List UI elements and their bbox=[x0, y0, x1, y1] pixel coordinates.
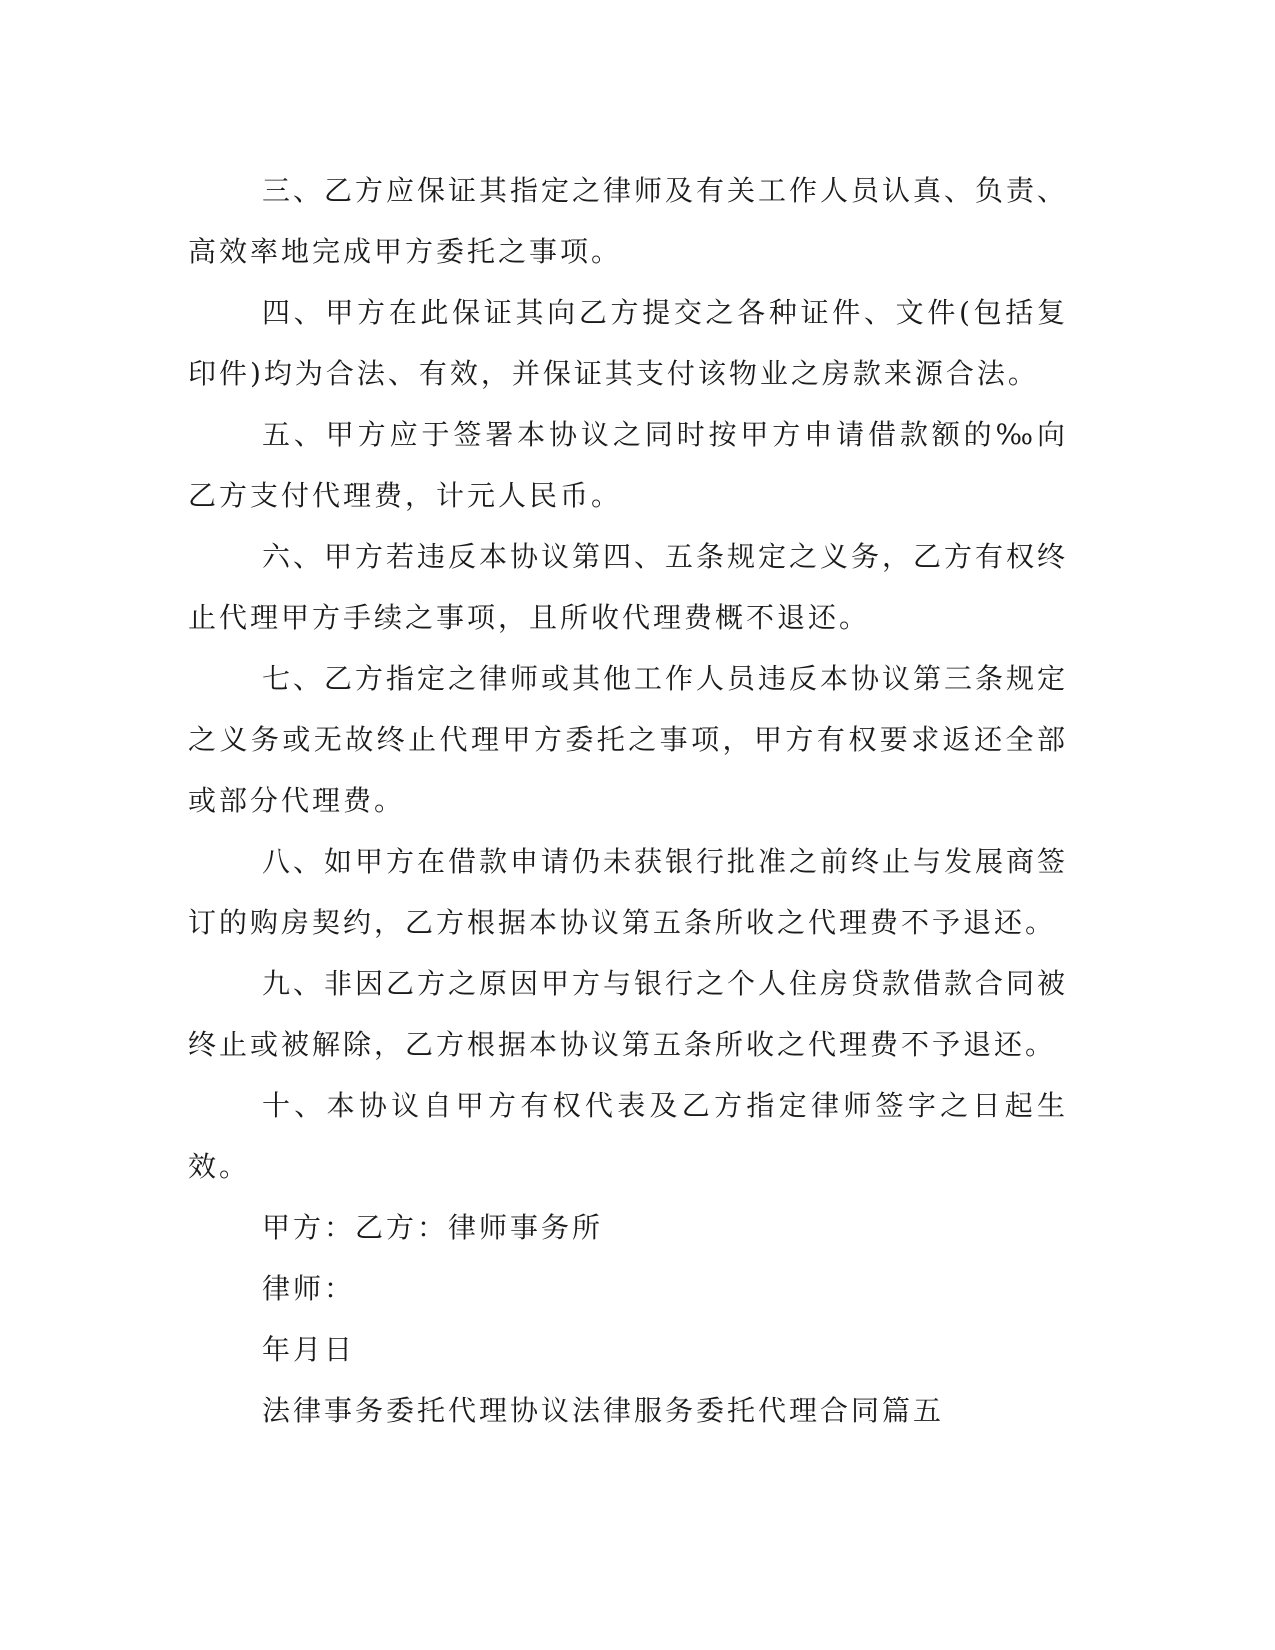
clause-7: 七、乙方指定之律师或其他工作人员违反本协议第三条规定之义务或无故终止代理甲方委托之事项，甲方有权要求返还全部或部分代理费。 bbox=[188, 662, 1069, 817]
clause-5: 五、甲方应于签署本协议之同时按甲方申请借款额的‰向乙方支付代理费，计元人民币。 bbox=[188, 418, 1068, 512]
clause-9: 九、非因乙方之原因甲方与银行之个人住房贷款借款合同被终止或被解除，乙方根据本协议第五条所收之代理费不予退还。 bbox=[188, 967, 1069, 1061]
signature-parties: 甲方：乙方：律师事务所 bbox=[262, 1211, 604, 1244]
clause-6: 六、甲方若违反本协议第四、五条规定之义务，乙方有权终止代理甲方手续之事项，且所收代理费概不退还。 bbox=[188, 540, 1069, 634]
clause-8: 八、如甲方在借款申请仍未获银行批准之前终止与发展商签订的购房契约，乙方根据本协议第五条所收之代理费不予退还。 bbox=[188, 845, 1069, 939]
document-body bbox=[188, 160, 1068, 1441]
signature-lawyer: 律师： bbox=[262, 1272, 356, 1305]
signature-date: 年月日 bbox=[262, 1333, 356, 1366]
clause-4: 四、甲方在此保证其向乙方提交之各种证件、文件(包括复印件)均为合法、有效，并保证其支付该物业之房款来源合法。 bbox=[188, 296, 1068, 390]
clause-10: 十、本协议自甲方有权代表及乙方指定律师签字之日起生效。 bbox=[188, 1089, 1068, 1183]
clause-3: 三、乙方应保证其指定之律师及有关工作人员认真、负责、高效率地完成甲方委托之事项。 bbox=[188, 174, 1069, 268]
next-section-title: 法律事务委托代理协议法律服务委托代理合同篇五 bbox=[262, 1394, 945, 1427]
